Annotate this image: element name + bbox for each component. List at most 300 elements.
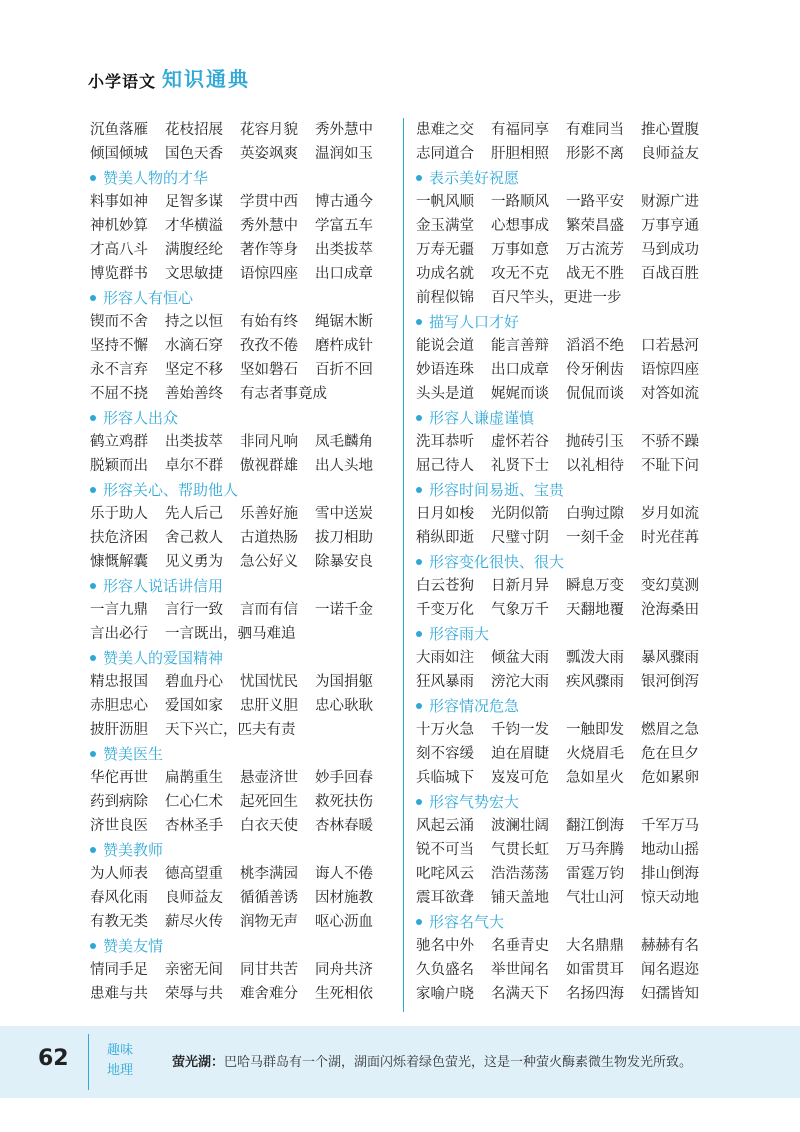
bullet-dot-icon [416, 631, 422, 637]
bullet-dot-icon [90, 175, 96, 181]
idiom: 震耳欲聋 [416, 890, 474, 906]
idiom: 对答如流 [641, 386, 699, 402]
idiom: 言而有信 [240, 602, 298, 618]
idiom: 一路平安 [566, 194, 624, 210]
fun-geography-tag [98, 1041, 142, 1081]
idiom: 循循善诱 [240, 890, 298, 906]
idiom: 情同手足 [90, 962, 148, 978]
idiom: 名扬四海 [566, 986, 624, 1002]
idiom: 同舟共济 [315, 962, 373, 978]
idiom: 语惊四座 [240, 266, 298, 282]
idiom: 沧海桑田 [641, 602, 699, 618]
idiom: 救死扶伤 [315, 794, 373, 810]
idiom: 济世良医 [90, 818, 148, 834]
idiom-row [90, 862, 390, 886]
idiom: 一帆风顺 [416, 194, 474, 210]
idiom: 燃眉之急 [641, 722, 699, 738]
idiom: 翻江倒海 [566, 818, 624, 834]
section-title: 形容人谦虚谨慎 [429, 409, 535, 427]
bullet-dot-icon [90, 943, 96, 949]
idiom: 满腹经纶 [165, 242, 223, 258]
idiom: 卓尔不群 [165, 458, 223, 474]
idiom: 财源广进 [641, 194, 699, 210]
idiom: 持之以恒 [165, 314, 223, 330]
idiom-row [90, 622, 390, 646]
idiom: 生死相依 [315, 986, 373, 1002]
idiom: 一诺千金 [315, 602, 373, 618]
idiom: 白衣天使 [240, 818, 298, 834]
idiom-row [416, 670, 716, 694]
idiom: 有志者事竟成 [240, 386, 327, 402]
section-title: 形容时间易逝、宝贵 [429, 481, 565, 499]
idiom-row [416, 598, 716, 622]
idiom: 古道热肠 [240, 530, 298, 546]
idiom: 万事如意 [491, 242, 549, 258]
idiom: 才华横溢 [165, 218, 223, 234]
idiom: 日月如梭 [416, 506, 474, 522]
section-heading [416, 310, 716, 334]
idiom: 言行一致 [165, 602, 223, 618]
idiom: 岌岌可危 [491, 770, 549, 786]
idiom: 有教无类 [90, 914, 148, 930]
idiom: 战无不胜 [566, 266, 624, 282]
idiom: 凤毛麟角 [315, 434, 373, 450]
idiom: 尺璧寸阴 [491, 530, 549, 546]
idiom: 久负盛名 [416, 962, 474, 978]
idiom-row [90, 454, 390, 478]
idiom: 不屈不挠 [90, 386, 148, 402]
idiom: 忠肝义胆 [240, 698, 298, 714]
idiom: 国色天香 [165, 146, 223, 162]
idiom: 妇孺皆知 [641, 986, 699, 1002]
idiom: 花容月貌 [240, 122, 298, 138]
bullet-dot-icon [90, 415, 96, 421]
footer-divider [88, 1034, 89, 1090]
idiom: 滂沱大雨 [491, 674, 549, 690]
idiom-row [416, 214, 716, 238]
section-heading [416, 550, 716, 574]
idiom-row [90, 142, 390, 166]
section-heading [416, 166, 716, 190]
idiom: 先人后己 [165, 506, 223, 522]
idiom-row [416, 958, 716, 982]
idiom: 扁鹊重生 [165, 770, 223, 786]
idiom: 出类拔萃 [165, 434, 223, 450]
idiom: 百战百胜 [641, 266, 699, 282]
idiom-row [90, 886, 390, 910]
idiom: 地动山摇 [641, 842, 699, 858]
idiom: 能说会道 [416, 338, 474, 354]
idiom: 气象万千 [491, 602, 549, 618]
idiom: 仁心仁术 [165, 794, 223, 810]
column-divider [403, 118, 404, 1012]
bullet-dot-icon [416, 175, 422, 181]
idiom: 赫赫有名 [641, 938, 699, 954]
idiom-row [416, 742, 716, 766]
idiom-row [416, 766, 716, 790]
idiom-row [90, 694, 390, 718]
idiom: 雪中送炭 [315, 506, 373, 522]
section-heading [90, 406, 390, 430]
idiom: 亲密无间 [165, 962, 223, 978]
idiom: 诲人不倦 [315, 866, 373, 882]
idiom: 功成名就 [416, 266, 474, 282]
idiom-row [90, 262, 390, 286]
section-heading [90, 838, 390, 862]
idiom: 万事亨通 [641, 218, 699, 234]
section-heading [416, 694, 716, 718]
idiom: 伶牙俐齿 [566, 362, 624, 378]
section-heading [90, 166, 390, 190]
section-title: 形容变化很快、很大 [429, 553, 565, 571]
idiom: 赤胆忠心 [90, 698, 148, 714]
idiom: 忠心耿耿 [315, 698, 373, 714]
section-title: 赞美医生 [103, 745, 164, 763]
idiom: 口若悬河 [641, 338, 699, 354]
idiom: 危在旦夕 [641, 746, 699, 762]
idiom: 气壮山河 [566, 890, 624, 906]
idiom: 精忠报国 [90, 674, 148, 690]
idiom: 白云苍狗 [416, 578, 474, 594]
idiom: 药到病除 [90, 794, 148, 810]
section-title: 赞美教师 [103, 841, 164, 859]
idiom-row [90, 502, 390, 526]
bullet-dot-icon [90, 655, 96, 661]
section-title: 表示美好祝愿 [429, 169, 520, 187]
idiom: 惊天动地 [641, 890, 699, 906]
bullet-dot-icon [90, 583, 96, 589]
idiom: 英姿飒爽 [240, 146, 298, 162]
bullet-dot-icon [416, 487, 422, 493]
bullet-dot-icon [416, 415, 422, 421]
idiom: 花枝招展 [165, 122, 223, 138]
idiom: 铺天盖地 [491, 890, 549, 906]
idiom: 出口成章 [315, 266, 373, 282]
idiom: 浩浩荡荡 [491, 866, 549, 882]
idiom: 良师益友 [641, 146, 699, 162]
section-heading [90, 646, 390, 670]
idiom-row [90, 238, 390, 262]
idiom-row [416, 142, 716, 166]
page-footer [0, 1026, 800, 1098]
idiom: 学富五车 [315, 218, 373, 234]
idiom: 志同道合 [416, 146, 474, 162]
idiom: 因材施教 [315, 890, 373, 906]
idiom: 不骄不躁 [641, 434, 699, 450]
idiom: 虚怀若谷 [491, 434, 549, 450]
idiom: 学贯中西 [240, 194, 298, 210]
idiom-row [90, 670, 390, 694]
idiom: 气贯长虹 [491, 842, 549, 858]
idiom: 能言善辩 [491, 338, 549, 354]
idiom: 碧血丹心 [165, 674, 223, 690]
section-title: 形容雨大 [429, 625, 490, 643]
idiom: 万古流芳 [566, 242, 624, 258]
idiom: 天翻地覆 [566, 602, 624, 618]
idiom: 迫在眉睫 [491, 746, 549, 762]
section-heading [416, 910, 716, 934]
idiom: 攻无不克 [491, 266, 549, 282]
idiom: 足智多谋 [165, 194, 223, 210]
idiom: 狂风暴雨 [416, 674, 474, 690]
idiom: 一言九鼎 [90, 602, 148, 618]
idiom-row [416, 382, 716, 406]
idiom: 大名鼎鼎 [566, 938, 624, 954]
idiom: 危如累卵 [641, 770, 699, 786]
idiom: 举世闻名 [491, 962, 549, 978]
idiom: 排山倒海 [641, 866, 699, 882]
idiom: 著作等身 [240, 242, 298, 258]
idiom: 兵临城下 [416, 770, 474, 786]
idiom-row [90, 118, 390, 142]
idiom: 一刻千金 [566, 530, 624, 546]
idiom: 闻名遐迩 [641, 962, 699, 978]
idiom: 妙手回春 [315, 770, 373, 786]
idiom: 形影不离 [566, 146, 624, 162]
idiom: 前程似锦 [416, 290, 474, 306]
idiom: 妙语连珠 [416, 362, 474, 378]
idiom: 桃李满园 [240, 866, 298, 882]
idiom: 沉鱼落雁 [90, 122, 148, 138]
idiom: 千军万马 [641, 818, 699, 834]
idiom: 以礼相待 [566, 458, 624, 474]
idiom: 患难与共 [90, 986, 148, 1002]
idiom: 博览群书 [90, 266, 148, 282]
idiom: 屈己待人 [416, 458, 474, 474]
idiom: 鹤立鸡群 [90, 434, 148, 450]
bullet-dot-icon [90, 487, 96, 493]
idiom: 疾风骤雨 [566, 674, 624, 690]
idiom: 文思敏捷 [165, 266, 223, 282]
section-title: 描写人口才好 [429, 313, 520, 331]
idiom: 一触即发 [566, 722, 624, 738]
idiom: 大雨如注 [416, 650, 474, 666]
idiom: 侃侃而谈 [566, 386, 624, 402]
section-heading [90, 286, 390, 310]
idiom: 润物无声 [240, 914, 298, 930]
left-column [90, 118, 390, 1006]
idiom: 德高望重 [165, 866, 223, 882]
idiom-row [416, 838, 716, 862]
idiom: 傲视群雄 [240, 458, 298, 474]
idiom-row [416, 646, 716, 670]
idiom: 起死回生 [240, 794, 298, 810]
idiom-row [416, 118, 716, 142]
idiom: 推心置腹 [641, 122, 699, 138]
idiom: 千变万化 [416, 602, 474, 618]
idiom: 出类拔萃 [315, 242, 373, 258]
idiom: 稍纵即逝 [416, 530, 474, 546]
idiom: 见义勇为 [165, 554, 223, 570]
section-title: 赞美人的爱国精神 [103, 649, 224, 667]
idiom: 百尺竿头，更进一步 [491, 290, 622, 306]
idiom: 如雷贯耳 [566, 962, 624, 978]
idiom-row [416, 526, 716, 550]
idiom: 乐善好施 [240, 506, 298, 522]
idiom-row [416, 430, 716, 454]
idiom: 火烧眉毛 [566, 746, 624, 762]
idiom: 暴风骤雨 [641, 650, 699, 666]
idiom: 变幻莫测 [641, 578, 699, 594]
idiom: 不耻下问 [641, 458, 699, 474]
idiom: 一路顺风 [491, 194, 549, 210]
idiom-row [416, 454, 716, 478]
section-title: 赞美友情 [103, 937, 164, 955]
idiom: 爱国如家 [165, 698, 223, 714]
idiom: 善始善终 [165, 386, 223, 402]
idiom: 绳锯木断 [315, 314, 373, 330]
idiom: 磨杵成针 [315, 338, 373, 354]
section-title: 赞美人物的才华 [103, 169, 209, 187]
note-text: 巴哈马群岛有一个湖，湖面闪烁着绿色萤光，这是一种萤火酶素微生物发光所致。 [224, 1055, 693, 1070]
idiom-row [416, 286, 716, 310]
idiom: 坚定不移 [165, 362, 223, 378]
idiom: 雷霆万钧 [566, 866, 624, 882]
section-title: 形容名气大 [429, 913, 505, 931]
idiom: 时光荏苒 [641, 530, 699, 546]
idiom: 春风化雨 [90, 890, 148, 906]
section-heading [90, 742, 390, 766]
idiom: 名满天下 [491, 986, 549, 1002]
idiom: 倾国倾城 [90, 146, 148, 162]
idiom: 万寿无疆 [416, 242, 474, 258]
idiom: 才高八斗 [90, 242, 148, 258]
idiom: 扶危济困 [90, 530, 148, 546]
idiom: 礼贤下士 [491, 458, 549, 474]
idiom: 语惊四座 [641, 362, 699, 378]
bullet-dot-icon [416, 703, 422, 709]
idiom-row [416, 718, 716, 742]
idiom-row [416, 262, 716, 286]
idiom-row [90, 526, 390, 550]
idiom-row [90, 214, 390, 238]
idiom: 锐不可当 [416, 842, 474, 858]
idiom: 有福同享 [491, 122, 549, 138]
idiom: 出口成章 [491, 362, 549, 378]
section-heading [416, 790, 716, 814]
idiom-row [90, 598, 390, 622]
idiom: 百折不回 [315, 362, 373, 378]
tag-line-2: 地理 [106, 1063, 133, 1078]
section-heading [90, 934, 390, 958]
idiom: 家喻户晓 [416, 986, 474, 1002]
idiom: 杏林春暖 [315, 818, 373, 834]
section-title: 形容人有恒心 [103, 289, 194, 307]
idiom: 永不言弃 [90, 362, 148, 378]
section-heading [416, 478, 716, 502]
idiom-row [90, 790, 390, 814]
idiom: 披肝沥胆 [90, 722, 148, 738]
idiom: 乐于助人 [90, 506, 148, 522]
idiom: 金玉满堂 [416, 218, 474, 234]
idiom: 出人头地 [315, 458, 373, 474]
bullet-dot-icon [90, 751, 96, 757]
idiom-row [416, 574, 716, 598]
idiom: 头头是道 [416, 386, 474, 402]
bullet-dot-icon [90, 295, 96, 301]
idiom: 波澜壮阔 [491, 818, 549, 834]
bullet-dot-icon [416, 319, 422, 325]
idiom-row [416, 862, 716, 886]
idiom: 除暴安良 [315, 554, 373, 570]
bullet-dot-icon [90, 847, 96, 853]
bullet-dot-icon [416, 919, 422, 925]
idiom-row [416, 814, 716, 838]
idiom: 秀外慧中 [315, 122, 373, 138]
idiom: 呕心沥血 [315, 914, 373, 930]
idiom: 有难同当 [566, 122, 624, 138]
idiom-row [416, 502, 716, 526]
idiom: 杏林圣手 [165, 818, 223, 834]
idiom: 神机妙算 [90, 218, 148, 234]
idiom: 同甘共苦 [240, 962, 298, 978]
idiom: 叱咤风云 [416, 866, 474, 882]
idiom: 抛砖引玉 [566, 434, 624, 450]
footer-note [172, 1051, 692, 1070]
idiom: 洗耳恭听 [416, 434, 474, 450]
idiom-row [90, 430, 390, 454]
idiom: 风起云涌 [416, 818, 474, 834]
idiom: 一言既出，驷马难追 [165, 626, 296, 642]
idiom: 肝胆相照 [491, 146, 549, 162]
idiom: 滔滔不绝 [566, 338, 624, 354]
idiom: 悬壶济世 [240, 770, 298, 786]
idiom: 心想事成 [491, 218, 549, 234]
idiom: 十万火急 [416, 722, 474, 738]
idiom: 刻不容缓 [416, 746, 474, 762]
idiom-row [90, 958, 390, 982]
idiom-row [90, 190, 390, 214]
idiom: 孜孜不倦 [240, 338, 298, 354]
idiom-row [416, 886, 716, 910]
idiom: 有始有终 [240, 314, 298, 330]
idiom-row [90, 718, 390, 742]
idiom-row [90, 550, 390, 574]
section-title: 形容人出众 [103, 409, 179, 427]
idiom: 繁荣昌盛 [566, 218, 624, 234]
page-number: 62 [38, 1046, 69, 1071]
idiom: 非同凡响 [240, 434, 298, 450]
idiom: 料事如神 [90, 194, 148, 210]
idiom: 脱颖而出 [90, 458, 148, 474]
section-heading [90, 574, 390, 598]
idiom: 千钧一发 [491, 722, 549, 738]
idiom-row [416, 190, 716, 214]
idiom: 坚如磐石 [240, 362, 298, 378]
idiom: 言出必行 [90, 626, 148, 642]
idiom: 温润如玉 [315, 146, 373, 162]
idiom: 水滴石穿 [165, 338, 223, 354]
section-heading [416, 406, 716, 430]
section-title: 形容人说话讲信用 [103, 577, 224, 595]
idiom: 日新月异 [491, 578, 549, 594]
note-title: 萤光湖： [172, 1055, 225, 1070]
idiom: 坚持不懈 [90, 338, 148, 354]
idiom: 万马奔腾 [566, 842, 624, 858]
idiom-row [90, 310, 390, 334]
book-title: 知识通典 [162, 67, 251, 91]
idiom: 患难之交 [416, 122, 474, 138]
idiom: 舍己救人 [165, 530, 223, 546]
idiom: 为人师表 [90, 866, 148, 882]
idiom: 天下兴亡，匹夫有责 [165, 722, 296, 738]
idiom: 光阴似箭 [491, 506, 549, 522]
idiom: 白驹过隙 [566, 506, 624, 522]
idiom-row [90, 982, 390, 1006]
idiom-row [90, 910, 390, 934]
idiom: 倾盆大雨 [491, 650, 549, 666]
series-name: 小学语文 [88, 72, 157, 91]
